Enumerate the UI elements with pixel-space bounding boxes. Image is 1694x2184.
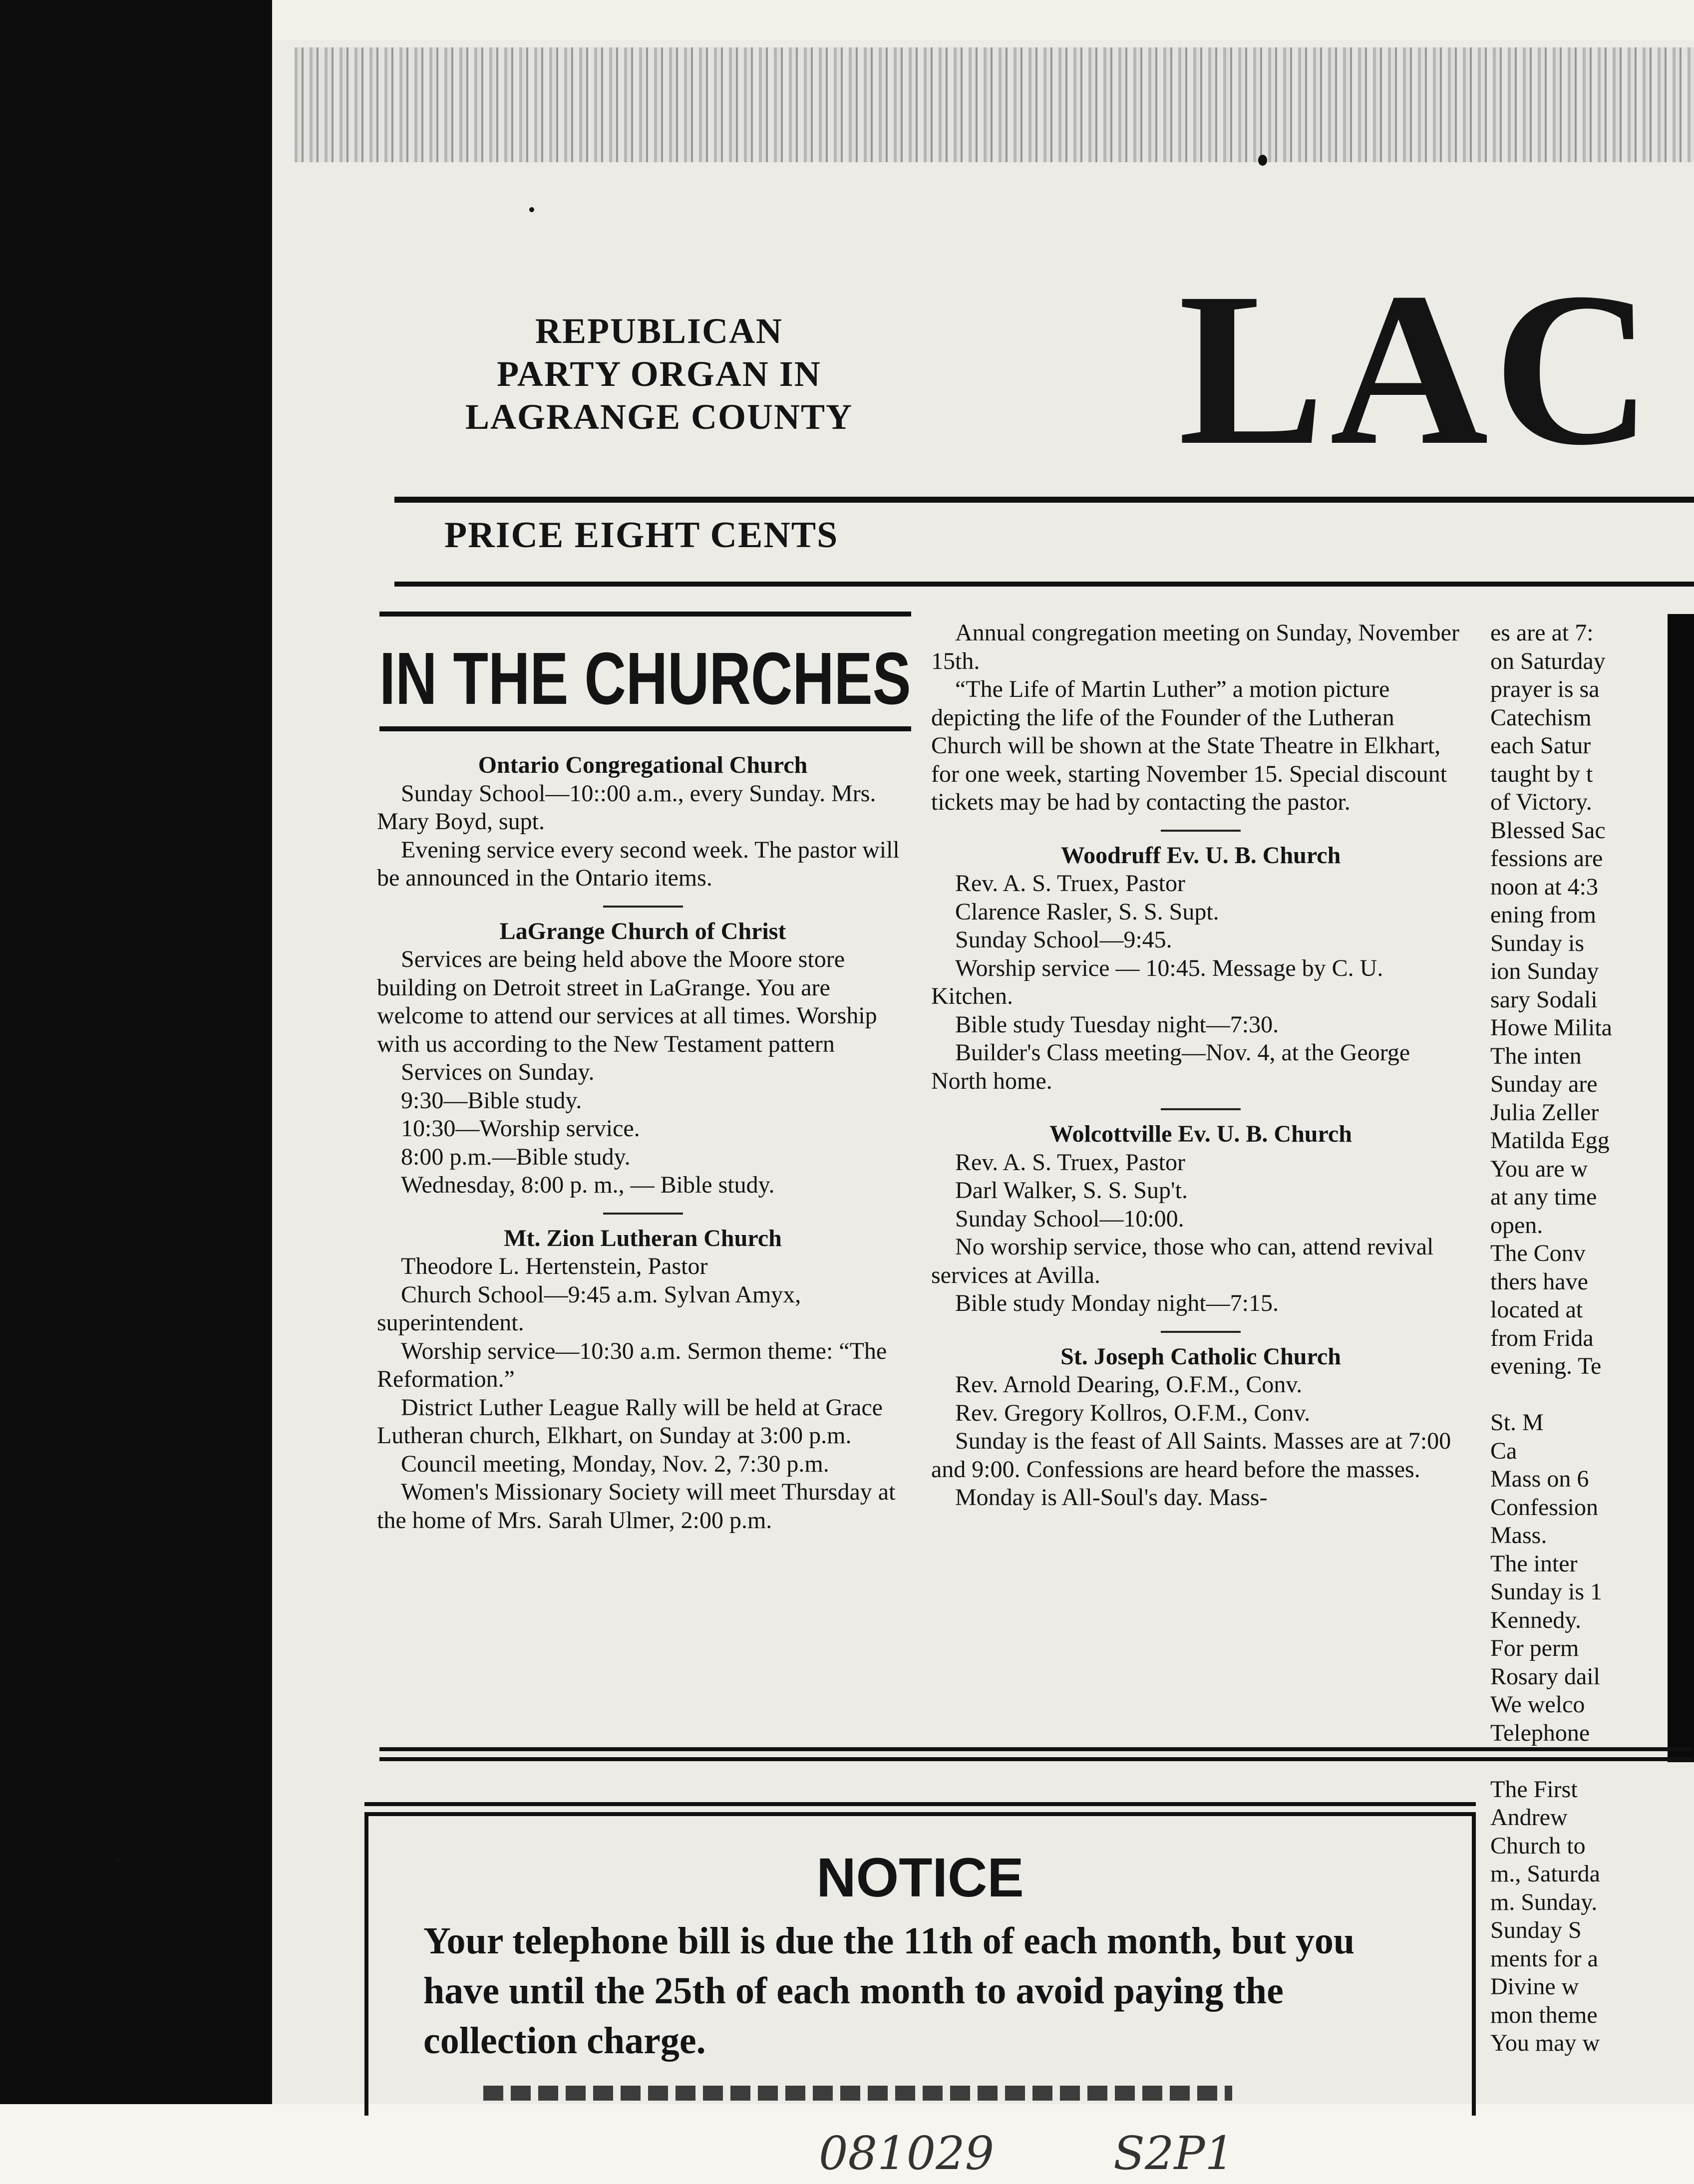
text-line: 10:30—Worship service. bbox=[401, 1115, 640, 1142]
cut-text-line: Matilda Egg bbox=[1490, 1127, 1610, 1154]
text-paragraph: Church School—9:45 a.m. Sylvan Amyx, superintendent. bbox=[377, 1281, 801, 1336]
notice-body: Your telephone bill is due the 11th of each month, but you have until the 25th of each month to avoid paying the collection charge. bbox=[423, 1920, 1355, 2062]
ear-line-3: LAGRANGE COUNTY bbox=[465, 397, 853, 437]
section-title: IN THE CHURCHES bbox=[379, 637, 911, 720]
price-rule bbox=[394, 582, 1694, 587]
text-paragraph: Evening service every second week. The pastor will be announced in the Ontario items. bbox=[377, 836, 900, 891]
text-line: Rev. A. S. Truex, Pastor bbox=[955, 1149, 1185, 1176]
ear-line-1: REPUBLICAN bbox=[535, 311, 783, 351]
cut-text-line: from Frida bbox=[1490, 1324, 1594, 1351]
cut-text-line: Confession bbox=[1490, 1494, 1598, 1521]
price-line: PRICE EIGHT CENTS bbox=[444, 515, 839, 556]
column-3-cut bbox=[1490, 619, 1675, 2058]
column-separator bbox=[1161, 1331, 1241, 1333]
cut-text-line: Julia Zeller bbox=[1490, 1099, 1599, 1126]
cut-text-line: evening. Te bbox=[1490, 1353, 1602, 1379]
cut-text-line: sary Sodali bbox=[1490, 986, 1598, 1013]
text-paragraph: Sunday is the feast of All Saints. Masses are at 7:00 and 9:00. Confessions are heard before the masses. bbox=[931, 1428, 1451, 1483]
bottom-rule-2 bbox=[379, 1757, 1693, 1761]
ear-box bbox=[434, 310, 884, 438]
column-separator bbox=[1161, 1108, 1241, 1110]
cut-text-line: taught by t bbox=[1490, 760, 1593, 787]
church-heading: Woodruff Ev. U. B. Church bbox=[1060, 842, 1341, 869]
text-line: Clarence Rasler, S. S. Supt. bbox=[955, 898, 1219, 925]
text-line: 9:30—Bible study. bbox=[401, 1087, 582, 1114]
cut-text-line: Church to bbox=[1490, 1832, 1586, 1859]
church-heading: Ontario Congregational Church bbox=[478, 752, 808, 778]
text-paragraph: Sunday School—10::00 a.m., every Sunday. Mrs. Mary Boyd, supt. bbox=[377, 780, 876, 835]
cut-text-line: The inter bbox=[1490, 1550, 1578, 1577]
section-rule-top bbox=[379, 612, 911, 617]
cut-off-line bbox=[483, 2086, 1232, 2101]
cut-text-line: Sunday are bbox=[1490, 1071, 1598, 1097]
cut-text-line: noon at 4:3 bbox=[1490, 873, 1598, 900]
cut-text-line: The inten bbox=[1490, 1042, 1582, 1069]
church-heading: LaGrange Church of Christ bbox=[499, 918, 786, 944]
cut-text-line: ments for a bbox=[1490, 1945, 1598, 1972]
church-heading: St. Joseph Catholic Church bbox=[1060, 1343, 1341, 1370]
cut-text-line: fessions are bbox=[1490, 845, 1603, 872]
cut-text-line: Mass on 6 bbox=[1490, 1466, 1589, 1492]
church-heading: Mt. Zion Lutheran Church bbox=[504, 1225, 782, 1251]
text-paragraph: “The Life of Martin Luther” a motion picture depicting the life of the Founder of the Lutheran Church will be shown at the State Theatre in Elkhart, for one week, starting November 15. Special discount tickets may be had by contacting the pastor. bbox=[931, 676, 1447, 815]
text-line: Services on Sunday. bbox=[401, 1059, 595, 1085]
text-paragraph: Bible study Tuesday night—7:30. bbox=[955, 1011, 1279, 1038]
text-paragraph: Women's Missionary Society will meet Thursday at the home of Mrs. Sarah Ulmer, 2:00 p.m. bbox=[377, 1479, 896, 1534]
text-paragraph: Services are being held above the Moore store building on Detroit street in LaGrange. You are welcome to attend our services at all times. Worship with us according to the New Testament pattern bbox=[377, 946, 877, 1057]
text-paragraph: District Luther League Rally will be held at Grace Lutheran church, Elkhart, on Sunday at 3:00 p.m. bbox=[377, 1394, 883, 1449]
cut-text-line: St. M bbox=[1490, 1409, 1544, 1436]
text-line: Sunday School—10:00. bbox=[955, 1205, 1184, 1232]
cut-text-line: Sunday is bbox=[1490, 930, 1585, 956]
text-paragraph: Council meeting, Monday, Nov. 2, 7:30 p.m. bbox=[401, 1450, 829, 1477]
text-paragraph: Annual congregation meeting on Sunday, November 15th. bbox=[931, 620, 1459, 674]
cut-text-line: Telephone bbox=[1490, 1719, 1590, 1746]
text-line: Rev. Arnold Dearing, O.F.M., Conv. bbox=[955, 1371, 1303, 1398]
church-heading: Wolcottville Ev. U. B. Church bbox=[1049, 1121, 1352, 1147]
cut-text-line: We welco bbox=[1490, 1691, 1585, 1718]
ink-speck bbox=[115, 1857, 121, 1863]
text-line: Rev. A. S. Truex, Pastor bbox=[955, 870, 1185, 897]
text-paragraph: Worship service—10:30 a.m. Sermon theme: “The Reformation.” bbox=[377, 1337, 887, 1392]
cut-text-line: Divine w bbox=[1490, 1973, 1579, 2000]
cut-text-line: You may w bbox=[1490, 2030, 1600, 2056]
cut-text-line: Rosary dail bbox=[1490, 1663, 1600, 1690]
text-paragraph: Builder's Class meeting—Nov. 4, at the George North home. bbox=[931, 1039, 1410, 1094]
cut-text-line: m., Saturda bbox=[1490, 1861, 1600, 1887]
ink-speck bbox=[529, 207, 534, 212]
text-line: 8:00 p.m.—Bible study. bbox=[401, 1143, 631, 1170]
cut-text-line bbox=[1490, 1381, 1675, 1409]
column-1 bbox=[377, 751, 909, 1535]
cut-text-line: Mass. bbox=[1490, 1522, 1547, 1549]
cut-text-line: at any time bbox=[1490, 1184, 1597, 1210]
cut-text-line: Kennedy. bbox=[1490, 1606, 1582, 1633]
cut-text-line: ion Sunday bbox=[1490, 958, 1599, 984]
cut-text-line: For perm bbox=[1490, 1635, 1579, 1661]
torn-top-edge bbox=[295, 47, 1694, 162]
notice-title: NOTICE bbox=[816, 1847, 1024, 1908]
ear-line-2: PARTY ORGAN IN bbox=[497, 354, 821, 394]
text-line: Theodore L. Hertenstein, Pastor bbox=[401, 1253, 708, 1279]
notice-top-rule bbox=[364, 1802, 1476, 1806]
cut-text-line: open. bbox=[1490, 1212, 1543, 1239]
cut-text-line: ening from bbox=[1490, 902, 1596, 928]
masthead-title: LAC bbox=[1178, 248, 1657, 491]
cut-text-line: thers have bbox=[1490, 1268, 1588, 1295]
column-separator bbox=[603, 1213, 683, 1215]
cut-text-line: es are at 7: bbox=[1490, 620, 1594, 646]
column-2 bbox=[931, 619, 1470, 1512]
column-separator bbox=[603, 906, 683, 908]
cut-text-line bbox=[1490, 1747, 1675, 1776]
cut-text-line: Sunday S bbox=[1490, 1917, 1582, 1943]
masthead-rule bbox=[394, 497, 1694, 503]
text-paragraph: Wednesday, 8:00 p. m., — Bible study. bbox=[401, 1172, 775, 1198]
ink-speck bbox=[1258, 155, 1267, 166]
cut-text-line: Andrew bbox=[1490, 1804, 1568, 1831]
text-paragraph: No worship service, those who can, attend revival services at Avilla. bbox=[931, 1234, 1434, 1288]
text-line: Rev. Gregory Kollros, O.F.M., Conv. bbox=[955, 1399, 1311, 1426]
text-line: Sunday School—9:45. bbox=[955, 927, 1172, 953]
cut-text-line: You are w bbox=[1490, 1155, 1588, 1182]
cut-text-line: Howe Milita bbox=[1490, 1014, 1612, 1041]
cut-text-line: The Conv bbox=[1490, 1240, 1586, 1266]
cut-text-line: on Saturday bbox=[1490, 647, 1606, 674]
bottom-rule-1 bbox=[379, 1747, 1693, 1751]
section-rule-bottom bbox=[379, 726, 911, 731]
cut-text-line: Catechism bbox=[1490, 704, 1592, 731]
handwritten-code: S2P1 bbox=[1113, 2127, 1234, 2180]
cut-text-line: Ca bbox=[1490, 1437, 1517, 1464]
cut-text-line: Sunday is 1 bbox=[1490, 1578, 1603, 1605]
cut-text-line: prayer is sa bbox=[1490, 676, 1600, 702]
text-paragraph: Worship service — 10:45. Message by C. U. Kitchen. bbox=[931, 954, 1383, 1009]
cut-text-line: m. Sunday. bbox=[1490, 1888, 1598, 1915]
text-paragraph: Monday is All-Soul's day. Mass- bbox=[955, 1484, 1268, 1511]
handwritten-number: 081029 bbox=[819, 2127, 995, 2180]
text-line: Darl Walker, S. S. Sup't. bbox=[955, 1177, 1188, 1204]
notice-box bbox=[364, 1812, 1476, 2116]
text-paragraph: Bible study Monday night—7:15. bbox=[955, 1290, 1279, 1316]
cut-text-line: Blessed Sac bbox=[1490, 817, 1606, 844]
cut-text-line: mon theme bbox=[1490, 2001, 1598, 2028]
scanner-black-margin bbox=[0, 0, 272, 2104]
cut-text-line: located at bbox=[1490, 1296, 1583, 1323]
cut-text-line: of Victory. bbox=[1490, 789, 1592, 815]
cut-text-line: The First bbox=[1490, 1776, 1578, 1803]
cut-text-line: each Satur bbox=[1490, 732, 1591, 759]
column-separator bbox=[1161, 830, 1241, 832]
